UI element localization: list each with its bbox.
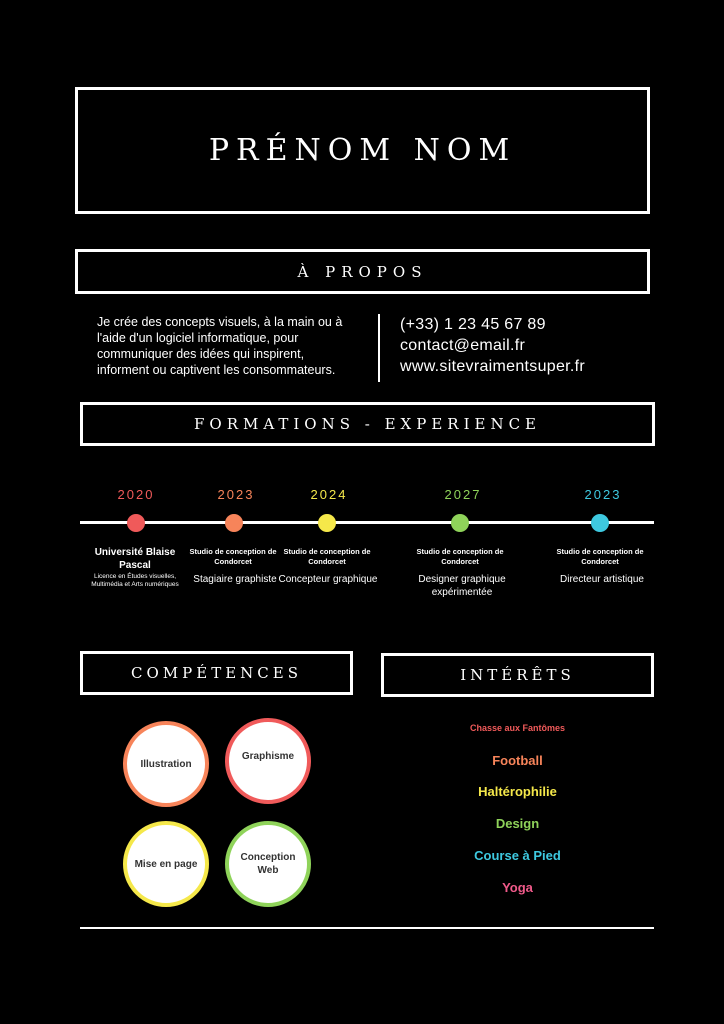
- timeline-line: [80, 521, 654, 524]
- timeline-year: 2020: [117, 487, 155, 502]
- skill-circle: Illustration: [123, 721, 209, 807]
- timeline-dot: [225, 514, 243, 532]
- contact-website[interactable]: www.sitevraimentsuper.fr: [400, 358, 586, 375]
- timeline-org: Université Blaise Pascal: [94, 547, 176, 571]
- timeline-dot: [318, 514, 336, 532]
- timeline-dot: [591, 514, 609, 532]
- skill-circle: [225, 718, 311, 804]
- interests-section-header: [381, 653, 654, 697]
- skill-circle: Mise en page: [123, 821, 209, 907]
- skills-title: COMPÉTENCES: [131, 664, 302, 682]
- skill-circle: Conception Web: [225, 821, 311, 907]
- interest-item: Haltérophilie: [478, 784, 557, 799]
- interest-item: Design: [495, 816, 540, 831]
- experience-section-header: [80, 402, 655, 446]
- timeline-year: 2024: [310, 487, 348, 502]
- skill-label: Graphisme: [241, 751, 295, 762]
- about-description: Je crée des concepts visuels, à la main ou à l'aide d'un logiciel informatique, pour communiquer des idées qui inspirent, informent ou captivent les consommateurs.: [97, 315, 343, 377]
- bottom-divider: [80, 927, 654, 929]
- timeline-org: Studio de conception de Condorcet: [416, 547, 504, 566]
- contact-email[interactable]: contact@email.fr: [400, 337, 526, 354]
- about-title: À PROPOS: [297, 262, 428, 281]
- timeline-role: Stagiaire graphiste: [193, 574, 277, 585]
- contact-info: [400, 314, 585, 377]
- timeline-role: Licence en Études visuelles, Multimédia et Arts numériques: [91, 573, 179, 588]
- timeline-dot: [127, 514, 145, 532]
- timeline-role: Designer graphique expérimentée: [418, 574, 506, 598]
- name-header-box: [75, 87, 650, 214]
- timeline-dot: [451, 514, 469, 532]
- timeline-year: 2023: [584, 487, 622, 502]
- timeline-role: Concepteur graphique: [278, 574, 378, 585]
- interest-item: Course à Pied: [474, 848, 561, 863]
- timeline-org: Studio de conception de Condorcet: [283, 547, 371, 566]
- about-section-header: [75, 249, 650, 294]
- timeline-role: Directeur artistique: [560, 574, 644, 585]
- interests-title: INTÉRÊTS: [460, 666, 575, 684]
- interest-item: Chasse aux Fantômes: [469, 723, 566, 733]
- interest-item: Football: [492, 753, 543, 768]
- contact-phone: (+33) 1 23 45 67 89: [400, 316, 546, 333]
- timeline-year: 2027: [444, 487, 482, 502]
- timeline-org: Studio de conception de Condorcet: [189, 547, 277, 566]
- full-name: PRÉNOM NOM: [208, 133, 517, 168]
- timeline-org: Studio de conception de Condorcet: [556, 547, 644, 566]
- experience-title: FORMATIONS - EXPERIENCE: [194, 415, 541, 433]
- about-divider: [378, 314, 380, 382]
- interest-item: Yoga: [502, 880, 533, 895]
- timeline-year: 2023: [217, 487, 255, 502]
- skills-section-header: [80, 651, 353, 695]
